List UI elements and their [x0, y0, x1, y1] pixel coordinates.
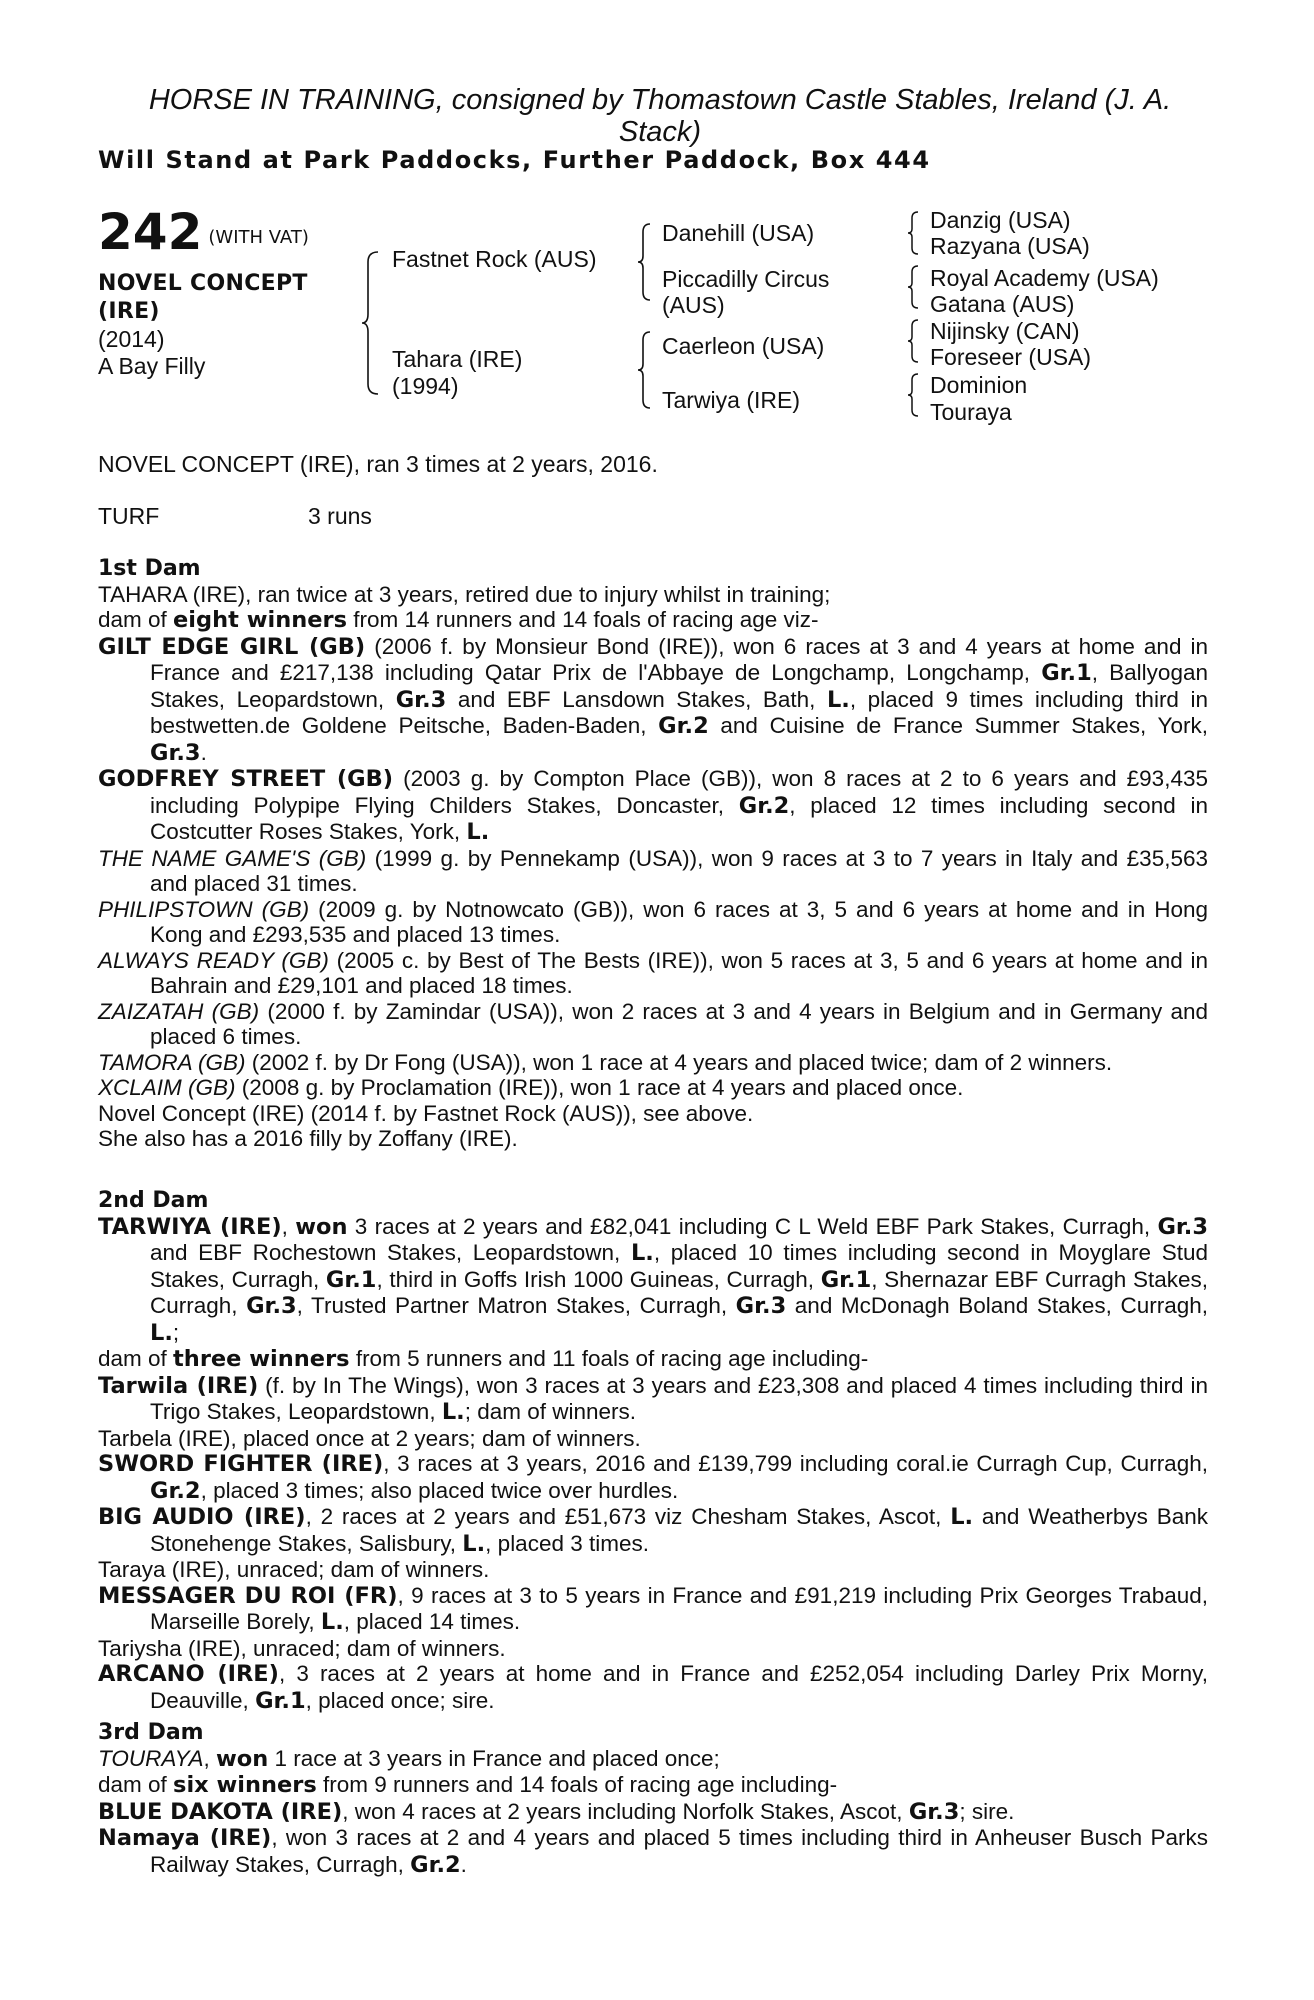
pedigree-brace-dam — [636, 330, 652, 410]
produce-name: ZAIZATAH (GB) — [98, 998, 260, 1024]
produce-entry — [98, 1799, 1208, 1826]
produce-name: XCLAIM (GB) — [98, 1075, 236, 1100]
grade: L. — [462, 1530, 486, 1557]
text: (2002 f. by Dr Fong (USA)), won 1 race at 4 years and placed twice; dam of 2 winners. — [245, 1049, 1113, 1075]
produce-name: MESSAGER DU ROI (FR) — [98, 1582, 398, 1609]
pedigree-ddd: Touraya — [930, 399, 1012, 425]
dam-name: TARWIYA (IRE) — [98, 1213, 282, 1240]
also-note: She also has a 2016 filly by Zoffany (IRE). — [98, 1126, 518, 1151]
text: , won 3 races at 2 and 4 years and placed 5 times including third in Anheuser Busch Parks Railway Stakes, Curragh, — [150, 1825, 1208, 1877]
produce-entry: Namaya (IRE), won 3 races at 2 and 4 years and placed 5 times including third in Anheuser Busch Parks Railway Stakes, Curragh, Gr.2. — [98, 1825, 1208, 1878]
second-dam-heading: 2nd Dam — [98, 1188, 209, 1213]
winners-count: three winners — [173, 1346, 350, 1372]
produce-name: ARCANO (IRE) — [98, 1661, 279, 1687]
pedigree-sire-dam-line1: Piccadilly Circus — [662, 266, 830, 292]
produce-name: GILT EDGE GIRL (GB) — [98, 633, 366, 660]
second-dam-record: TARWIYA (IRE), won 3 races at 2 years and £82,041 including C L Weld EBF Park Stakes, Curragh, Gr.3 and EBF Rochestown Stakes, Leopardstown, L., placed 10 times including second in Moyglare Stud Stakes, Curragh, Gr.1, third in Goffs Irish 1000 Guineas, Curragh, Gr.1, Shernazar EBF Curragh Stakes, Curragh, Gr.3, Trusted Partner Matron Stakes, Curragh, Gr.3 and McDonagh Boland Stakes, Curragh, L.; — [98, 1213, 1208, 1346]
text: from 5 runners and 11 foals of racing age including- — [349, 1346, 869, 1371]
pedigree-sdd: Gatana (AUS) — [930, 291, 1075, 317]
produce-entry — [98, 766, 1208, 846]
produce-name: Namaya (IRE) — [98, 1825, 272, 1851]
grade: L. — [441, 1399, 465, 1425]
produce-entry: Tariysha (IRE), unraced; dam of winners. — [98, 1635, 506, 1661]
pedigree-dsd: Foreseer (USA) — [930, 344, 1092, 370]
grandproduce-entry — [98, 1451, 1208, 1504]
grade: Gr.2 — [410, 1851, 461, 1878]
grade: L. — [320, 1609, 344, 1635]
text: , 3 races at 3 years, 2016 and £139,799 including coral.ie Curragh Cup, Curragh, — [383, 1451, 1208, 1476]
lot-info — [98, 203, 358, 380]
text: ; dam of winners. — [464, 1399, 637, 1424]
text: , placed 12 times including second in Costcutter Roses Stakes, York, — [150, 792, 1208, 844]
produce-entry: Tarbela (IRE), placed once at 2 years; dam of winners. — [98, 1425, 641, 1451]
text: (2008 g. by Proclamation (IRE)), won 1 race at 4 years and placed once. — [235, 1075, 964, 1100]
winners-count: eight winners — [173, 607, 348, 633]
third-dam-record: TOURAYA, won 1 race at 3 years in France and placed once; — [98, 1745, 720, 1772]
grade: Gr.2 — [150, 1477, 201, 1504]
text: , third in Goffs Irish 1000 Guineas, Curragh, — [376, 1266, 821, 1292]
produce-entry — [98, 1373, 1208, 1426]
third-dam-produce-summary — [98, 1772, 1208, 1799]
produce-entry — [98, 846, 1208, 897]
text: dam of — [98, 1346, 174, 1371]
pedigree-brace-sire — [636, 222, 652, 302]
pedigree-dam-name: Tahara (IRE) — [392, 346, 523, 372]
first-dam-produce-summary — [98, 607, 1208, 634]
text: . — [200, 739, 207, 765]
winners-count: six winners — [173, 1772, 317, 1798]
text: (1999 g. by Pennekamp (USA)), won 9 races at 3 to 7 years in Italy and £35,563 and placed 31 times. — [150, 845, 1208, 896]
produce-entry: Taraya (IRE), unraced; dam of winners. — [98, 1557, 490, 1582]
produce-name: TAMORA (GB) — [98, 1049, 246, 1075]
lot-number-row — [98, 203, 358, 264]
grandproduce-entry — [98, 1504, 1208, 1557]
text: , 9 races at 3 to 5 years in France and £91,219 including Prix Georges Trabaud, Marseille Borely, — [150, 1582, 1208, 1634]
text: and EBF Lansdown Stakes, Bath, — [446, 686, 827, 712]
pedigree-sire-sire: Danehill (USA) — [662, 220, 815, 246]
text: 1 race at 3 years in France and placed once; — [268, 1745, 720, 1771]
grade: Gr.3 — [908, 1798, 960, 1825]
grade: Gr.3 — [1157, 1213, 1208, 1240]
first-dam-heading: 1st Dam — [98, 556, 201, 581]
grade: Gr.1 — [820, 1266, 872, 1293]
text: , 2 races at 2 years and £51,673 viz Chesham Stakes, Ascot, — [305, 1504, 951, 1529]
third-dam-section — [98, 1720, 1208, 1878]
pedigree-dds: Dominion — [930, 372, 1028, 398]
text: , Ballyogan Stakes, Leopardstown, — [150, 660, 1208, 712]
second-dam-produce-summary — [98, 1346, 1208, 1373]
first-dam-section — [98, 556, 1208, 1152]
text: , Trusted Partner Matron Stakes, Curragh, — [296, 1293, 736, 1318]
produce-entry — [98, 999, 1208, 1050]
pedigree-sss: Danzig (USA) — [930, 207, 1071, 233]
pedigree-brace-ds — [906, 318, 920, 364]
won-label: won — [215, 1745, 269, 1772]
runs-count: 3 runs — [308, 503, 372, 529]
text: , placed once; sire. — [305, 1687, 495, 1713]
produce-name: BLUE DAKOTA (IRE) — [98, 1798, 343, 1825]
text: and McDonagh Boland Stakes, Curragh, — [786, 1293, 1208, 1318]
produce-entry — [98, 948, 1208, 999]
pedigree-dam-sire: Caerleon (USA) — [662, 333, 825, 359]
foaling-year: (2014) — [98, 326, 165, 352]
race-summary: NOVEL CONCEPT (IRE), ran 3 times at 2 years, 2016. — [98, 451, 658, 477]
grade: Gr.2 — [658, 713, 709, 739]
grade: Gr.3 — [735, 1293, 787, 1319]
text: , placed 9 times including third in bestwetten.de Goldene Peitsche, Baden-Baden, — [150, 686, 1208, 738]
third-dam-heading: 3rd Dam — [98, 1720, 204, 1745]
horse-name: NOVEL CONCEPT (IRE) — [98, 271, 308, 324]
produce-entry — [98, 1050, 1208, 1076]
second-dam-section — [98, 1188, 1208, 1714]
produce-name: Tarwila (IRE) — [98, 1372, 259, 1399]
grade: Gr.2 — [738, 792, 790, 819]
pedigree-brace-dd — [906, 372, 920, 418]
text: and EBF Rochestown Stakes, Leopardstown, — [150, 1240, 631, 1265]
text: and Cuisine de France Summer Stakes, York, — [708, 713, 1208, 738]
text: (2003 g. by Compton Place (GB)), won 8 races at 2 to 6 years and £93,435 including Polypipe Flying Childers Stakes, Doncaster, — [150, 766, 1208, 818]
grade: L. — [630, 1240, 654, 1266]
text: (2000 f. by Zamindar (USA)), won 2 races at 3 and 4 years in Belgium and in Germany and placed 6 times. — [150, 998, 1208, 1049]
produce-name: GODFREY STREET (GB) — [98, 766, 394, 792]
grade: L. — [950, 1504, 974, 1530]
pedigree-dss: Nijinsky (CAN) — [930, 318, 1080, 344]
text: ; sire. — [959, 1798, 1015, 1824]
produce-entry — [98, 1075, 1208, 1101]
pedigree-sds: Royal Academy (USA) — [930, 265, 1159, 291]
grandproduce-entry — [98, 1583, 1208, 1636]
grade: L. — [826, 686, 850, 713]
grade: L. — [150, 1319, 173, 1346]
pedigree-dam-year: (1994) — [392, 373, 459, 399]
text: , placed 14 times. — [343, 1609, 521, 1634]
first-dam-line: TAHARA (IRE), ran twice at 3 years, retired due to injury whilst in training; — [98, 581, 831, 607]
horse-description: A Bay Filly — [98, 353, 206, 379]
text: and Weatherbys Bank Stonehenge Stakes, Salisbury, — [150, 1504, 1208, 1556]
pedigree-brace-sd — [906, 264, 920, 310]
surface-label: TURF — [98, 503, 160, 529]
text: 3 races at 2 years and £82,041 including C L Weld EBF Park Stakes, Curragh, — [347, 1213, 1158, 1239]
text: (f. by In The Wings), won 3 races at 3 years and £23,308 and placed 4 times including third in Trigo Stakes, Leopardstown, — [150, 1372, 1208, 1424]
consignor-line: HORSE IN TRAINING, consigned by Thomastown Castle Stables, Ireland (J. A. Stack) — [148, 84, 1172, 148]
pedigree-sire: Fastnet Rock (AUS) — [392, 246, 597, 272]
text: , won 4 races at 2 years including Norfolk Stakes, Ascot, — [342, 1798, 909, 1824]
pedigree-sire-dam-line2: (AUS) — [662, 292, 725, 318]
produce-entry — [98, 897, 1208, 948]
grade: Gr.1 — [255, 1687, 306, 1714]
lot-number: 242 — [98, 203, 203, 261]
produce-name: THE NAME GAME'S (GB) — [98, 845, 367, 871]
produce-name: PHILIPSTOWN (GB) — [98, 896, 310, 922]
text: dam of — [98, 1772, 174, 1797]
grade: Gr.1 — [1041, 660, 1092, 686]
vat-note: (WITH VAT) — [208, 227, 309, 248]
pedigree-dam-dam: Tarwiya (IRE) — [662, 387, 801, 413]
grade: L. — [466, 819, 490, 845]
grade: Gr.3 — [246, 1293, 297, 1319]
text: (2005 c. by Best of The Bests (IRE)), won 5 races at 3, 5 and 6 years at home and in Bahrain and £29,101 and placed 18 times. — [150, 947, 1208, 998]
produce-name: BIG AUDIO (IRE) — [98, 1504, 306, 1530]
produce-entry: Novel Concept (IRE) (2014 f. by Fastnet Rock (AUS)), see above. — [98, 1100, 754, 1126]
won-label: won — [295, 1213, 348, 1240]
pedigree-brace-main — [360, 250, 380, 396]
pedigree-ssd: Razyana (USA) — [930, 233, 1090, 259]
text: from 9 runners and 14 foals of racing age including- — [316, 1772, 838, 1797]
dam-name: TOURAYA — [98, 1745, 204, 1771]
text: , placed 10 times including second in Moyglare Stud Stakes, Curragh, — [150, 1240, 1208, 1292]
text: , placed 3 times. — [485, 1530, 649, 1556]
produce-entry — [98, 634, 1208, 767]
text: (2009 g. by Notnowcato (GB)), won 6 races at 3, 5 and 6 years at home and in Hong Kong and £293,535 and placed 13 times. — [150, 896, 1209, 947]
produce-name: SWORD FIGHTER (IRE) — [98, 1451, 384, 1477]
text: , 3 races at 2 years at home and in France and £252,054 including Darley Prix Morny, Deauville, — [150, 1661, 1208, 1713]
text: (2006 f. by Monsieur Bond (IRE)), won 6 races at 3 and 4 years at home and in France and £217,138 including Qatar Prix de l'Abbaye de Longchamp, Longchamp, — [150, 633, 1208, 685]
text: , placed 3 times; also placed twice over hurdles. — [200, 1477, 679, 1503]
stand-location: Will Stand at Park Paddocks, Further Paddock, Box 444 — [98, 146, 931, 174]
produce-name: ALWAYS READY (GB) — [98, 947, 329, 973]
grade: Gr.1 — [325, 1266, 377, 1293]
grandproduce-entry — [98, 1661, 1208, 1714]
pedigree-brace-ss — [906, 210, 920, 256]
text: , Shernazar EBF Curragh Stakes, Curragh, — [150, 1266, 1208, 1318]
text: from 14 runners and 14 foals of racing age viz- — [347, 607, 819, 632]
text: dam of — [98, 607, 174, 632]
grade: Gr.3 — [395, 686, 447, 713]
grade: Gr.3 — [150, 739, 201, 766]
text: ; — [172, 1319, 180, 1345]
